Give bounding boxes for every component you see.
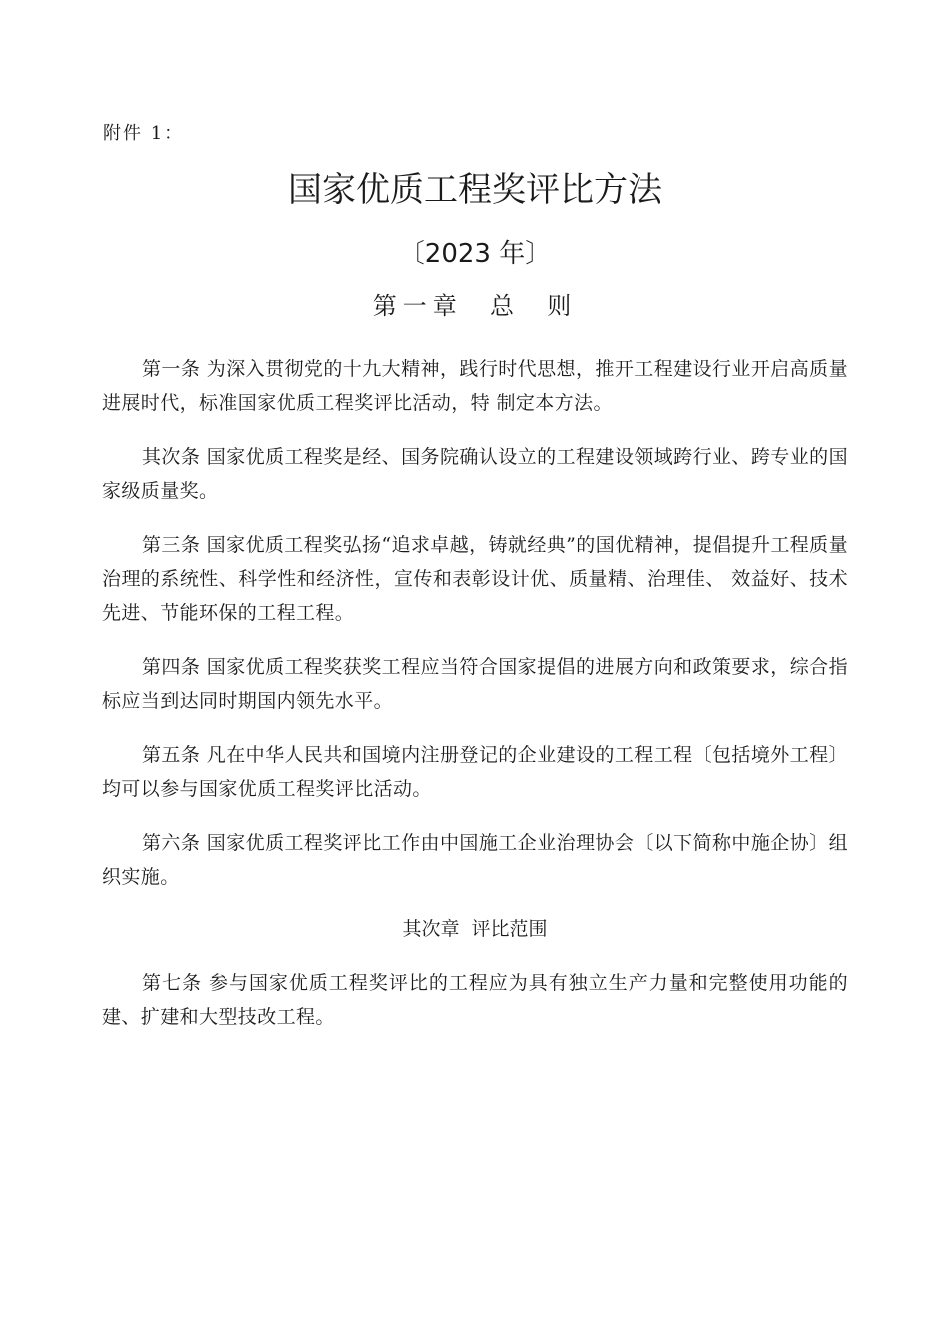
document-year: 〔2023 年〕 xyxy=(398,239,552,269)
article-3: 第三条 国家优质工程奖弘扬“追求卓越，铸就经典”的国优精神，提倡提升工程质量治理的系统性、科学性和经济性，宣传和表彰设计优、质量精、治理佳、 效益好、技术先进、节能环保的工程工程。 xyxy=(102,534,848,624)
chapter-1-heading: 第一章 总 则 xyxy=(372,292,578,320)
article-4: 第四条 国家优质工程奖获奖工程应当符合国家提倡的进展方向和政策要求，综合指标应当到达同时期国内领先水平。 xyxy=(102,656,848,712)
chapter-2-heading: 其次章 评比范围 xyxy=(402,918,548,940)
article-2: 其次条 国家优质工程奖是经、国务院确认设立的工程建设领域跨行业、跨专业的国家级质量奖。 xyxy=(102,446,848,502)
article-6: 第六条 国家优质工程奖评比工作由中国施工企业治理协会〔以下简称中施企协〕组织实施。 xyxy=(102,832,848,888)
article-1: 第一条 为深入贯彻党的十九大精神，践行时代思想，推开工程建设行业开启高质量进展时代，标准国家优质工程奖评比活动，特 制定本方法。 xyxy=(102,358,848,414)
attachment-label: 附件 1： xyxy=(103,123,185,144)
article-5: 第五条 凡在中华人民共和国境内注册登记的企业建设的工程工程〔包括境外工程〕均可以参与国家优质工程奖评比活动。 xyxy=(102,744,848,800)
document-title: 国家优质工程奖评比方法 xyxy=(288,170,662,210)
article-7: 第七条 参与国家优质工程奖评比的工程应为具有独立生产力量和完整使用功能的建、扩建和大型技改工程。 xyxy=(102,972,848,1028)
